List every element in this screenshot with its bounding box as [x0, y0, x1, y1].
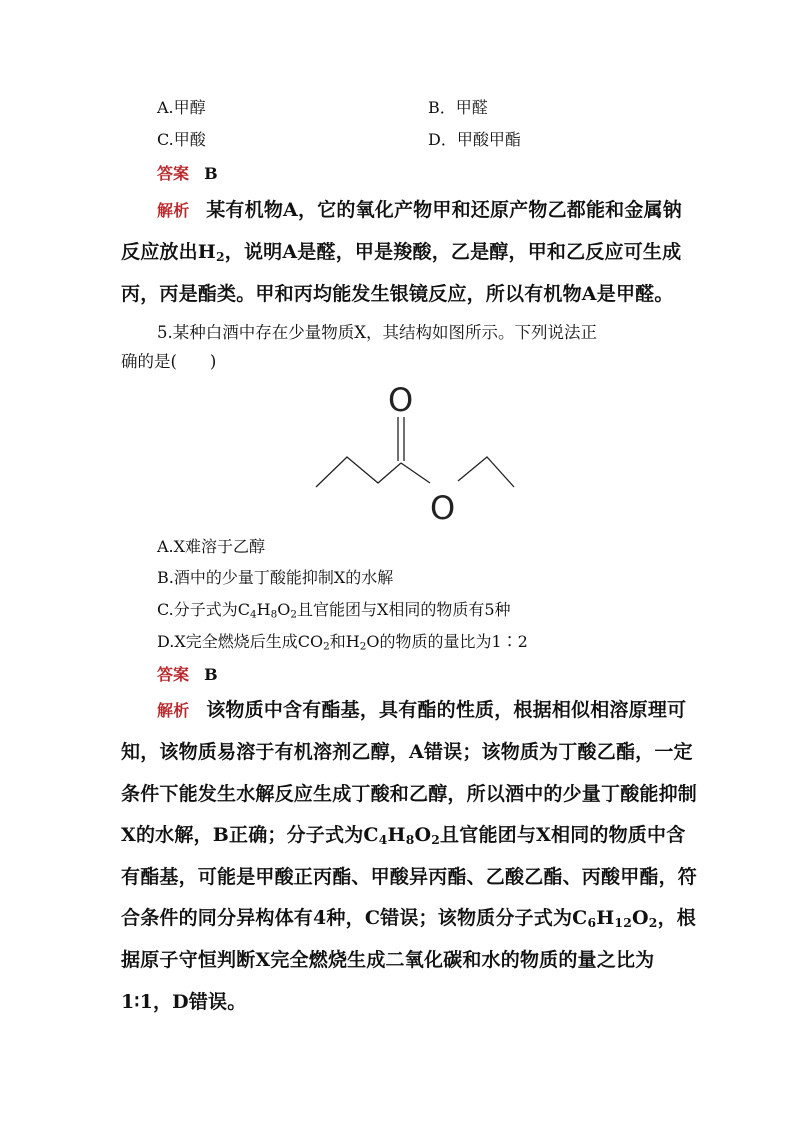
q5-stem-line-2: 确的是( )	[121, 352, 217, 371]
text-segment: O	[414, 824, 432, 846]
text-segment: 且官能团与X相同的物质中含	[440, 824, 686, 846]
q4-analysis-line-2	[121, 240, 681, 264]
q5-option-a: A.X难溶于乙醇	[157, 537, 266, 556]
answer-value: B	[204, 164, 218, 183]
subscript: 4	[250, 608, 257, 621]
text-segment: ，根	[657, 907, 696, 929]
subscript: 2	[215, 249, 225, 265]
text-segment: D.X完全燃烧后生成CO	[157, 632, 324, 651]
text-segment: 且官能团与X相同的物质有5种	[296, 600, 511, 619]
analysis-label: 解析	[157, 201, 190, 220]
butyl-chain	[316, 457, 401, 487]
answer-label: 答案	[157, 164, 190, 183]
text-segment: O	[632, 907, 649, 929]
analysis-text: 该物质中含有酯基，具有酯的性质，根据相似相溶原理可	[206, 699, 687, 721]
q4-option-d: D．甲酸甲酯	[428, 130, 521, 149]
molecule-structure	[300, 375, 530, 525]
text-segment: 反应放出H	[121, 241, 216, 263]
q4-analysis-line-1	[157, 198, 682, 223]
subscript: 2	[359, 640, 367, 653]
subscript: 4	[378, 832, 388, 848]
text-segment: O	[277, 600, 291, 619]
q4-answer	[157, 161, 218, 184]
text-segment: H	[256, 600, 271, 619]
q4-option-b: B．甲醛	[428, 98, 488, 117]
q5-option-d	[157, 632, 528, 652]
ethyl-chain	[458, 457, 514, 487]
text-segment: 和H	[329, 632, 360, 651]
subscript: 8	[405, 832, 415, 848]
q5-analysis-line-2: 知，该物质易溶于有机溶剂乙醇，A错误；该物质为丁酸乙酯，一定	[121, 741, 693, 763]
subscript: 8	[270, 608, 278, 621]
text-segment: O的物质的量比为1∶2	[366, 632, 528, 651]
q5-analysis-line-3: 条件下能发生水解反应生成丁酸和乙醇，所以酒中的少量丁酸能抑制	[121, 783, 698, 805]
q5-analysis-line-5: 有酯基，可能是甲酸正丙酯、甲酸异丙酯、乙酸乙酯、丙酸甲酯，符	[121, 866, 698, 888]
q5-stem-line-1: 5.某种白酒中存在少量物质X，其结构如图所示。下列说法正	[157, 323, 597, 342]
subscript: 12	[614, 915, 632, 931]
subscript: 2	[290, 608, 297, 621]
text-segment: C.分子式为C	[157, 600, 251, 619]
q5-analysis-line-7: 据原子守恒判断X完全燃烧生成二氧化碳和水的物质的量之比为	[121, 949, 655, 971]
subscript: 2	[323, 640, 330, 653]
q4-option-a: A.甲醇	[157, 98, 206, 117]
ester-bond	[401, 463, 430, 483]
q5-option-b: B.酒中的少量丁酸能抑制X的水解	[157, 568, 394, 587]
q5-analysis-line-8: 1∶1，D错误。	[121, 991, 247, 1013]
q5-option-c	[157, 600, 511, 620]
text-segment: H	[387, 824, 406, 846]
q5-analysis-line-4	[121, 823, 685, 847]
subscript: 6	[587, 915, 597, 931]
q4-option-c: C.甲酸	[157, 130, 206, 149]
subscript: 2	[648, 915, 658, 931]
text-segment: ，说明A是醛，甲是羧酸，乙是醇，甲和乙反应可生成	[224, 241, 682, 263]
text-segment: H	[596, 907, 615, 929]
subscript: 2	[431, 832, 441, 848]
text-segment: 合条件的同分异构体有4种，C错误；该物质分子式为C	[121, 907, 588, 929]
analysis-label: 解析	[157, 701, 190, 720]
q5-analysis-line-6	[121, 906, 696, 930]
q5-answer	[157, 662, 218, 685]
analysis-text: 某有机物A，它的氧化产物甲和还原产物乙都能和金属钠	[206, 199, 682, 221]
answer-label: 答案	[157, 665, 190, 684]
text-segment: X的水解，B正确；分子式为C	[121, 824, 379, 846]
oxygen-top: O	[388, 381, 414, 419]
answer-value: B	[204, 665, 218, 684]
q4-analysis-line-3: 丙，丙是酯类。甲和丙均能发生银镜反应，所以有机物A是甲醛。	[121, 283, 674, 305]
oxygen-bottom: O	[430, 489, 456, 525]
q5-analysis-line-1	[157, 698, 686, 723]
